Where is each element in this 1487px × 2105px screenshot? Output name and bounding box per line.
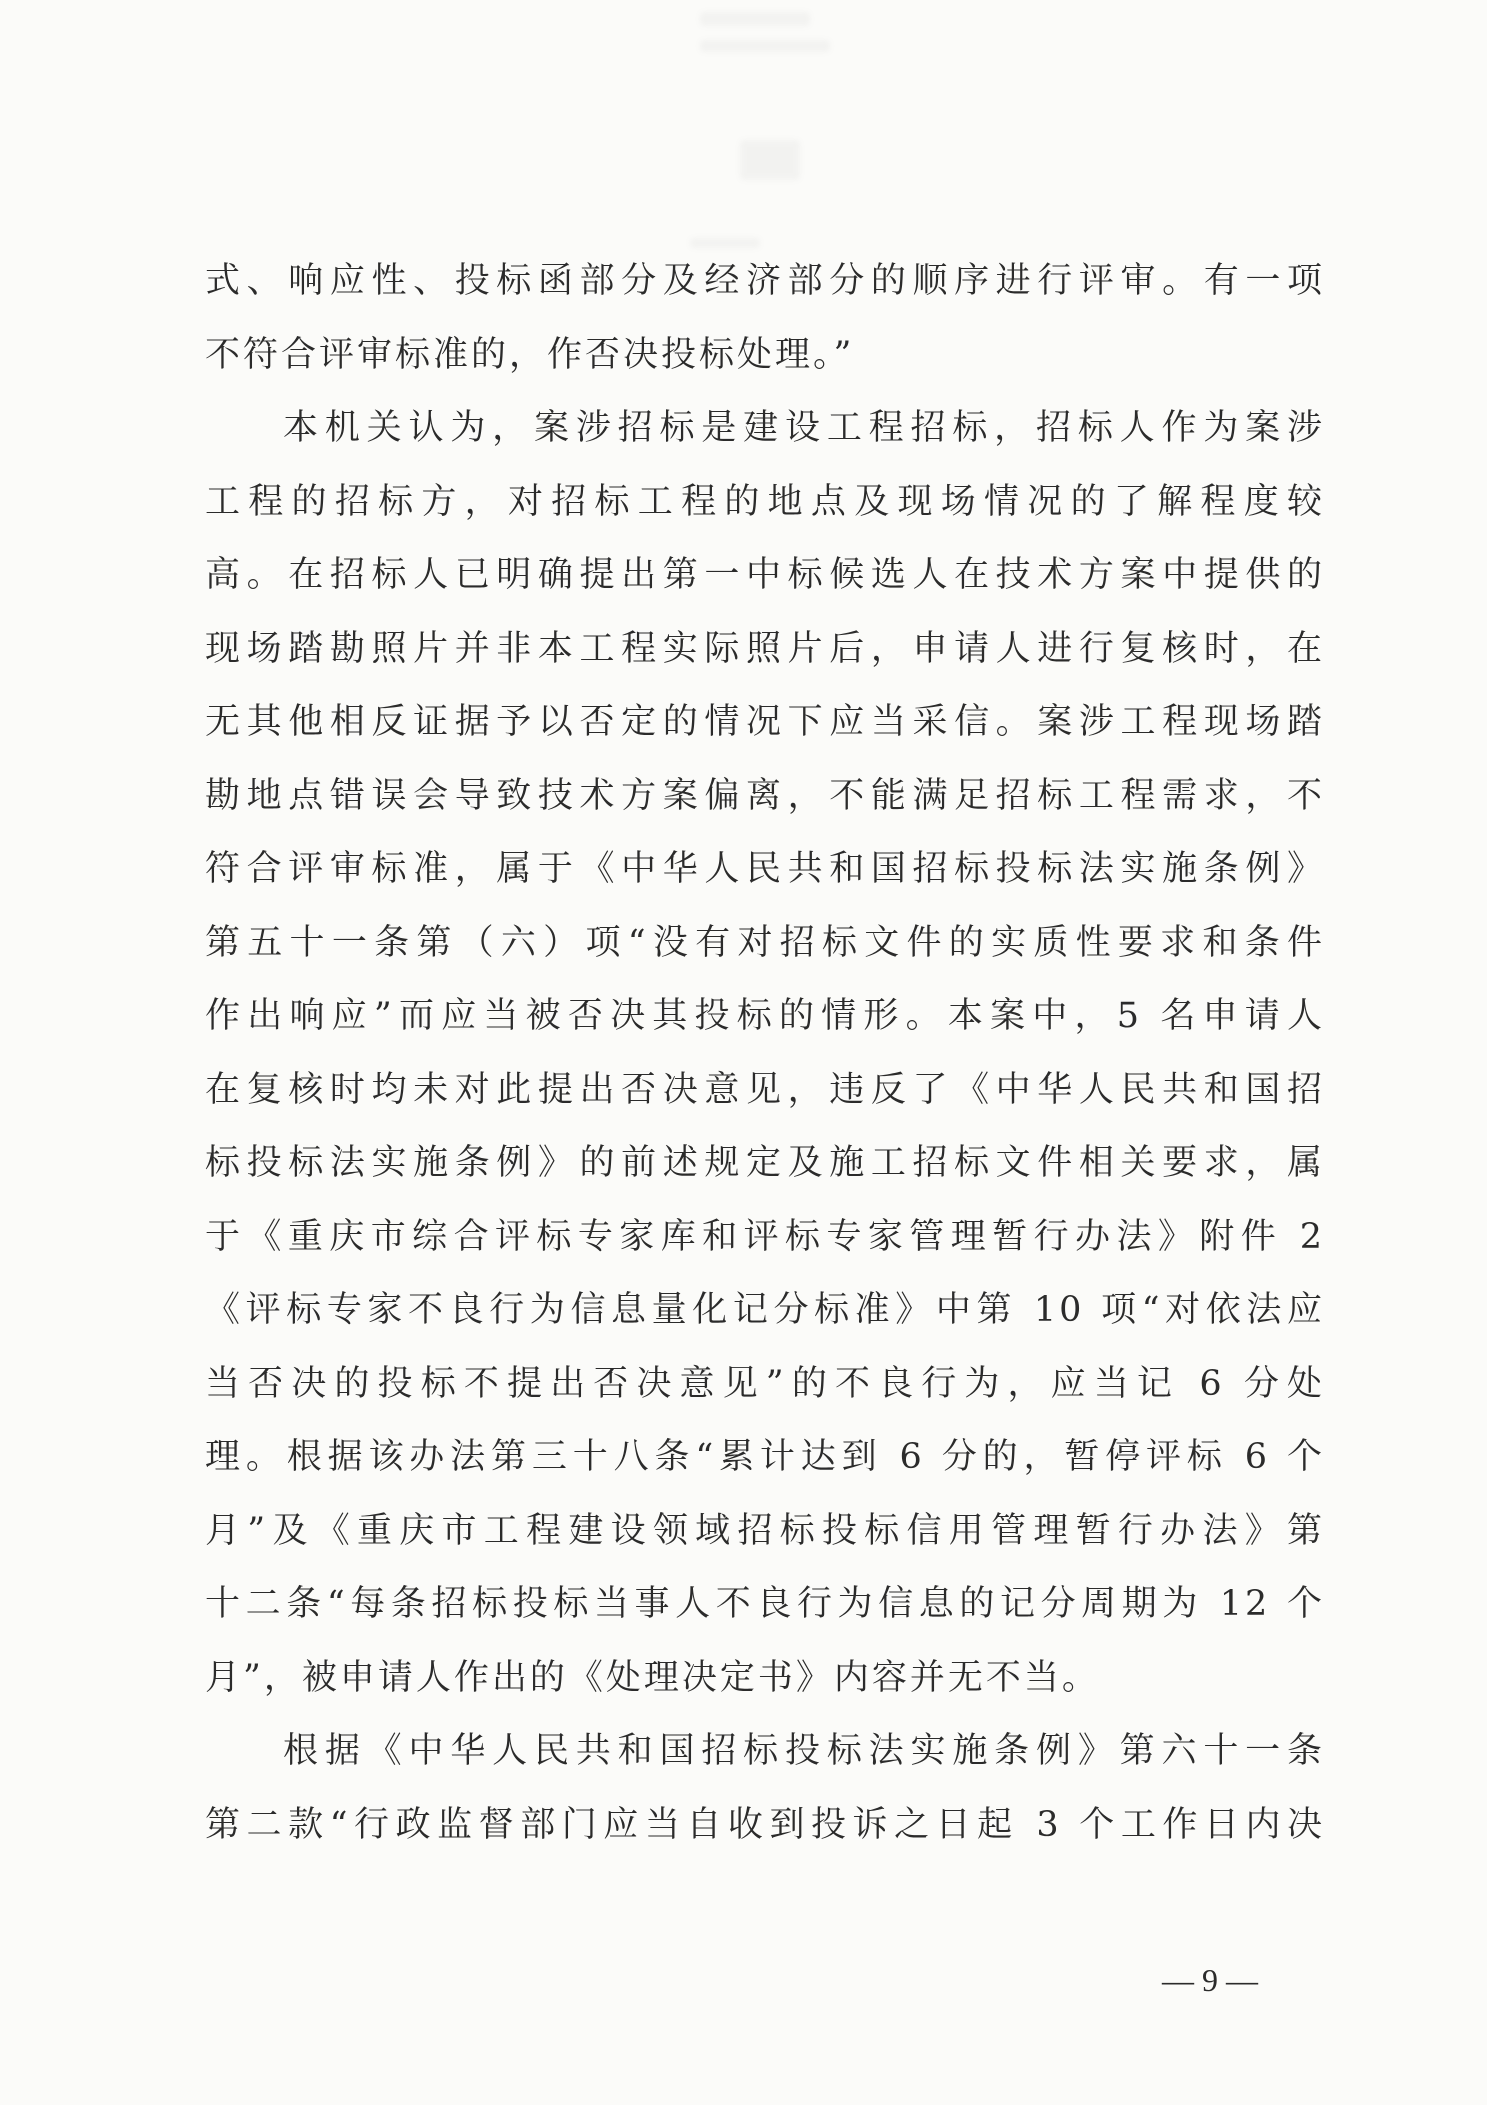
scan-bleed-through-mark [700,12,810,26]
text-line: 第二款“行政监督部门应当自收到投诉之日起 3 个工作日内决 [205,1804,1325,1845]
text-line: 勘地点错误会导致技术方案偏离，不能满足招标工程需求，不 [205,775,1325,816]
paragraph-3 [205,1715,1325,1862]
scan-bleed-through-mark [700,40,830,52]
text-line: 第五十一条第（六）项“没有对招标文件的实质性要求和条件 [205,922,1325,963]
page-number: — 9 — [1162,1962,1258,1998]
text-line: 标投标法实施条例》的前述规定及施工招标文件相关要求，属 [205,1143,1325,1183]
text-line: 符合评审标准，属于《中华人民共和国招标投标法实施条例》 [205,849,1325,889]
text-line: 高。在招标人已明确提出第一中标候选人在技术方案中提供的 [205,555,1325,595]
text-line: 在复核时均未对此提出否决意见，违反了《中华人民共和国招 [205,1069,1325,1110]
scan-bleed-through-mark [740,140,800,180]
text-line: 《评标专家不良行为信息量化记分标准》中第 10 项“对依法应 [205,1290,1325,1330]
text-line: 式、响应性、投标函部分及经济部分的顺序进行评审。有一项 [205,261,1325,301]
text-line: 于《重庆市综合评标专家库和评标专家管理暂行办法》附件 2 [205,1216,1325,1257]
text-line: 无其他相反证据予以否定的情况下应当采信。案涉工程现场踏 [205,702,1325,742]
text-line: 月”及《重庆市工程建设领域招标投标信用管理暂行办法》第 [205,1510,1325,1551]
body-text [205,245,1325,1862]
text-line: 根据《中华人民共和国招标投标法实施条例》第六十一条 [283,1731,1325,1771]
text-line: 本机关认为，案涉招标是建设工程招标，招标人作为案涉 [283,408,1325,448]
paragraph-1 [205,245,1325,392]
text-line: 不符合评审标准的，作否决投标处理。” [205,334,855,375]
text-line: 工程的招标方，对招标工程的地点及现场情况的了解程度较 [205,481,1325,522]
paragraph-2 [205,392,1325,1715]
text-line: 月”，被申请人作出的《处理决定书》内容并无不当。 [205,1657,1100,1698]
text-line: 现场踏勘照片并非本工程实际照片后，申请人进行复核时，在 [205,628,1325,669]
text-line: 理。根据该办法第三十八条“累计达到 6 分的，暂停评标 6 个 [205,1437,1325,1477]
text-line: 作出响应”而应当被否决其投标的情形。本案中，5 名申请人 [205,996,1325,1036]
text-line: 十二条“每条招标投标当事人不良行为信息的记分周期为 12 个 [205,1584,1325,1624]
text-line: 当否决的投标不提出否决意见”的不良行为，应当记 6 分处 [205,1363,1325,1404]
